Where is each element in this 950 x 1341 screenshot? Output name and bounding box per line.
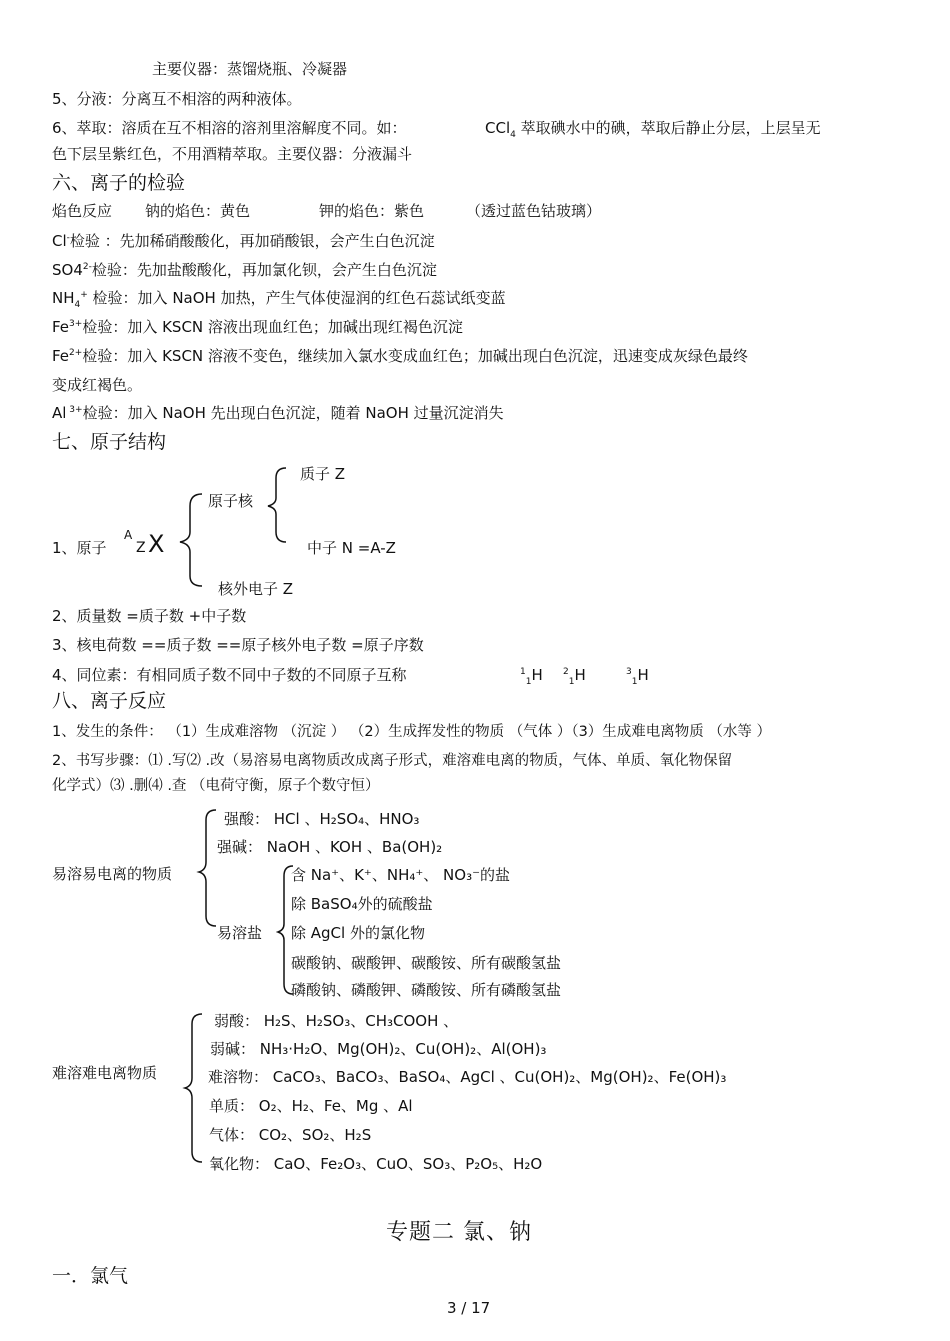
strong-bases: 强碱： NaOH 、KOH 、Ba(OH)₂ bbox=[217, 838, 443, 856]
isotope-h1: $^1_1$H bbox=[520, 666, 543, 687]
flame-label: 焰色反应 bbox=[52, 202, 113, 220]
section-8-heading: 八、离子反应 bbox=[52, 690, 167, 712]
weak-acids: 弱酸： H₂S、H₂SO₃、CH₃COOH 、 bbox=[214, 1012, 459, 1030]
isotope-h3: $^3_1$H bbox=[626, 666, 649, 687]
strong-acids: 强酸： HCl 、H₂SO₄、HNO₃ bbox=[224, 810, 420, 828]
so4-test: $SO4^{2-}$检验：先加盐酸酸化，再加氯化钡，会产生白色沉淀 bbox=[52, 261, 437, 279]
proton-line: 质子 Z bbox=[300, 465, 346, 483]
fe2-test-cont: 变成红褐色。 bbox=[52, 376, 143, 394]
nh4-test: $NH_4^+$ 检验：加入 NaOH 加热，产生气体使湿润的红色石蕊试纸变蓝 bbox=[52, 289, 506, 310]
insoluble-brace bbox=[182, 1012, 206, 1164]
electron-line: 核外电子 Z bbox=[218, 580, 294, 598]
section-7-heading: 七、原子结构 bbox=[52, 431, 167, 453]
salt-rule-4: 碳酸钠、碳酸钾、碳酸铵、所有碳酸氢盐 bbox=[291, 954, 562, 972]
distill-instruments: 主要仪器：蒸馏烧瓶、冷凝器 bbox=[152, 60, 348, 78]
chlorine-heading: 一．氯气 bbox=[52, 1265, 129, 1287]
isotope-line: 4、同位素：有相同质子数不同中子数的不同原子互称 bbox=[52, 666, 407, 684]
gases: 气体： CO₂、SO₂、H₂S bbox=[209, 1126, 372, 1144]
cuiqu-line-1a: 6、萃取：溶质在互不相溶的溶剂里溶解度不同。如： bbox=[52, 119, 407, 137]
page-number: 3 / 17 bbox=[447, 1299, 491, 1317]
writing-steps-2: 化学式）⑶ .删⑷ .查 （电荷守衡，原子个数守恒） bbox=[52, 778, 380, 794]
elements: 单质： O₂、H₂、Fe、Mg 、Al bbox=[209, 1097, 413, 1115]
soluble-brace bbox=[196, 808, 220, 928]
salt-rule-1: 含 Na⁺、K⁺、NH₄⁺、 NO₃⁻的盐 bbox=[291, 866, 511, 884]
fenye-line: 5、分液：分离互不相溶的两种液体。 bbox=[52, 90, 302, 108]
salt-rule-3: 除 AgCl 外的氯化物 bbox=[291, 924, 425, 942]
soluble-label: 易溶易电离的物质 bbox=[52, 865, 173, 883]
insoluble-label: 难溶难电离物质 bbox=[52, 1064, 158, 1082]
salt-rule-2: 除 BaSO₄外的硫酸盐 bbox=[291, 895, 433, 913]
nuclear-charge: 3、核电荷数 ==质子数 ==原子核外电子数 =原子序数 bbox=[52, 636, 424, 654]
document-page: 主要仪器：蒸馏烧瓶、冷凝器 5、分液：分离互不相溶的两种液体。 6、萃取：溶质在互不相溶的溶剂里溶解度不同。如： CCl$_4$ 萃取碘水中的碘，萃取后静止分层，上层呈无 色下层呈紫红色，不用酒精萃取。主要仪器：分液漏斗 六、离子的检验 焰色反应 钠的焰色：黄色 钾的焰色：紫色 （透过蓝色钴玻璃） Cl-检验 ：先加稀硝酸酸化，再加硝酸银，会产生白色沉淀 $SO4^{2-}$检验：先加盐酸酸化，再加氯化钡，会产生白色沉淀 $NH_4^+$ 检验：加入 NaOH 加热，产生气体使湿润的红色石蕊试纸变蓝 $Fe^{3+}$检验：加入 KSCN 溶液出现血红色；加碱出现红褐色沉淀 $Fe^{2+}$检验：加入 KSCN 溶液不变色，继续加入氯水变成血红色；加碱出现白色沉淀，迅速变成灰绿色最终 变成红褐色。 Al $^{3+}$检验：加入 NaOH 先出现白色沉淀，随着 NaOH 过量沉淀消失 七、原子结构 1、原子 A Z X 原子核 质子 Z 中子 N =A-Z 核外电子 Z 2、质量数 =质子数 +中子数 3、核电荷数 ==质子数 ==原子核外电子数 =原子序数 4、同位素：有相同质子数不同中子数的不同原子互称 $^1_1$H $^2_1$H $^3_1$H 八、离子反应 1、发生的条件： （1）生成难溶物 （沉淀 ） （2）生成挥发性的物质 （气体 ）（3）生成难电离物质 （水等 ） 2、书写步骤：⑴ .写⑵ .改（易溶易电离物质改成离子形式，难溶难电离的物质，气体、单质、氧化物保留 化学式）⑶ .删⑷ .查 （电荷守衡，原子个数守恒） 易溶易电离的物质 强酸： HCl 、H₂SO₄、HNO₃ 强碱： NaOH 、KOH 、Ba(OH)₂ 易溶盐 含 Na⁺、K⁺、NH₄⁺、 NO₃⁻的盐 除 BaSO₄外的硫酸盐 除 AgCl 外的氯化物 碳酸钠、碳酸钾、碳酸铵、所有碳酸氢盐 磷酸钠、磷酸钾、磷酸铵、所有磷酸氢盐 难溶难电离物质 弱酸： H₂S、H₂SO₃、CH₃COOH 、 弱碱： NH₃·H₂O、Mg(OH)₂、Cu(OH)₂、Al(OH)₃ 难溶物： CaCO₃、BaCO₃、BaSO₄、AgCl 、Cu(OH)₂、Mg(OH)₂、Fe(OH)₃ 单质： O₂、H₂、Fe、Mg 、Al 气体： CO₂、SO₂、H₂S 氧化物： CaO、Fe₂O₃、CuO、SO₃、P₂O₅、H₂O 专题二 氯、钠 一．氯气 3 / 17 bbox=[52, 60, 821, 1317]
flame-k: 钾的焰色：紫色 bbox=[319, 202, 425, 220]
cuiqu-line-2: 色下层呈紫红色，不用酒精萃取。主要仪器：分液漏斗 bbox=[52, 145, 413, 163]
fe3-test: $Fe^{3+}$检验：加入 KSCN 溶液出现血红色；加碱出现红褐色沉淀 bbox=[52, 318, 463, 336]
al-test: Al $^{3+}$检验：加入 NaOH 先出现白色沉淀，随着 NaOH 过量沉淀消失 bbox=[52, 404, 504, 422]
fe2-test: $Fe^{2+}$检验：加入 KSCN 溶液不变色，继续加入氯水变成血红色；加碱出现白色沉淀，迅速变成灰绿色最终 bbox=[52, 347, 748, 365]
insoluble-substances: 难溶物： CaCO₃、BaCO₃、BaSO₄、AgCl 、Cu(OH)₂、Mg(OH)₂、Fe(OH)₃ bbox=[208, 1068, 727, 1086]
cl-test: Cl-检验 ：先加稀硝酸酸化，再加硝酸银，会产生白色沉淀 bbox=[52, 232, 435, 250]
weak-bases: 弱碱： NH₃·H₂O、Mg(OH)₂、Cu(OH)₂、Al(OH)₃ bbox=[210, 1040, 547, 1058]
atom-label: 1、原子 bbox=[52, 539, 107, 557]
isotope-h2: $^2_1$H bbox=[563, 666, 586, 687]
mass-number: 2、质量数 =质子数 +中子数 bbox=[52, 607, 247, 625]
section-6-heading: 六、离子的检验 bbox=[52, 172, 186, 194]
topic-2-title: 专题二 氯、钠 bbox=[386, 1220, 532, 1245]
atom-brace bbox=[176, 492, 206, 588]
flame-na: 钠的焰色：黄色 bbox=[145, 202, 251, 220]
nucleus-brace bbox=[264, 466, 290, 544]
nucleus-label: 原子核 bbox=[208, 492, 254, 510]
oxides: 氧化物： CaO、Fe₂O₃、CuO、SO₃、P₂O₅、H₂O bbox=[209, 1155, 543, 1173]
writing-steps-1: 2、书写步骤：⑴ .写⑵ .改（易溶易电离物质改成离子形式，难溶难电离的物质，气体、单质、氧化物保留 bbox=[52, 753, 733, 769]
neutron-line: 中子 N =A-Z bbox=[307, 539, 396, 557]
flame-note: （透过蓝色钴玻璃） bbox=[466, 202, 602, 220]
cuiqu-line-1b: CCl$_4$ 萃取碘水中的碘，萃取后静止分层，上层呈无 bbox=[485, 119, 821, 140]
soluble-salt-label: 易溶盐 bbox=[217, 924, 263, 942]
reaction-conditions: 1、发生的条件： （1）生成难溶物 （沉淀 ） （2）生成挥发性的物质 （气体 ）（3）生成难电离物质 （水等 ） bbox=[52, 724, 772, 740]
salt-rule-5: 磷酸钠、磷酸钾、磷酸铵、所有磷酸氢盐 bbox=[291, 981, 562, 999]
